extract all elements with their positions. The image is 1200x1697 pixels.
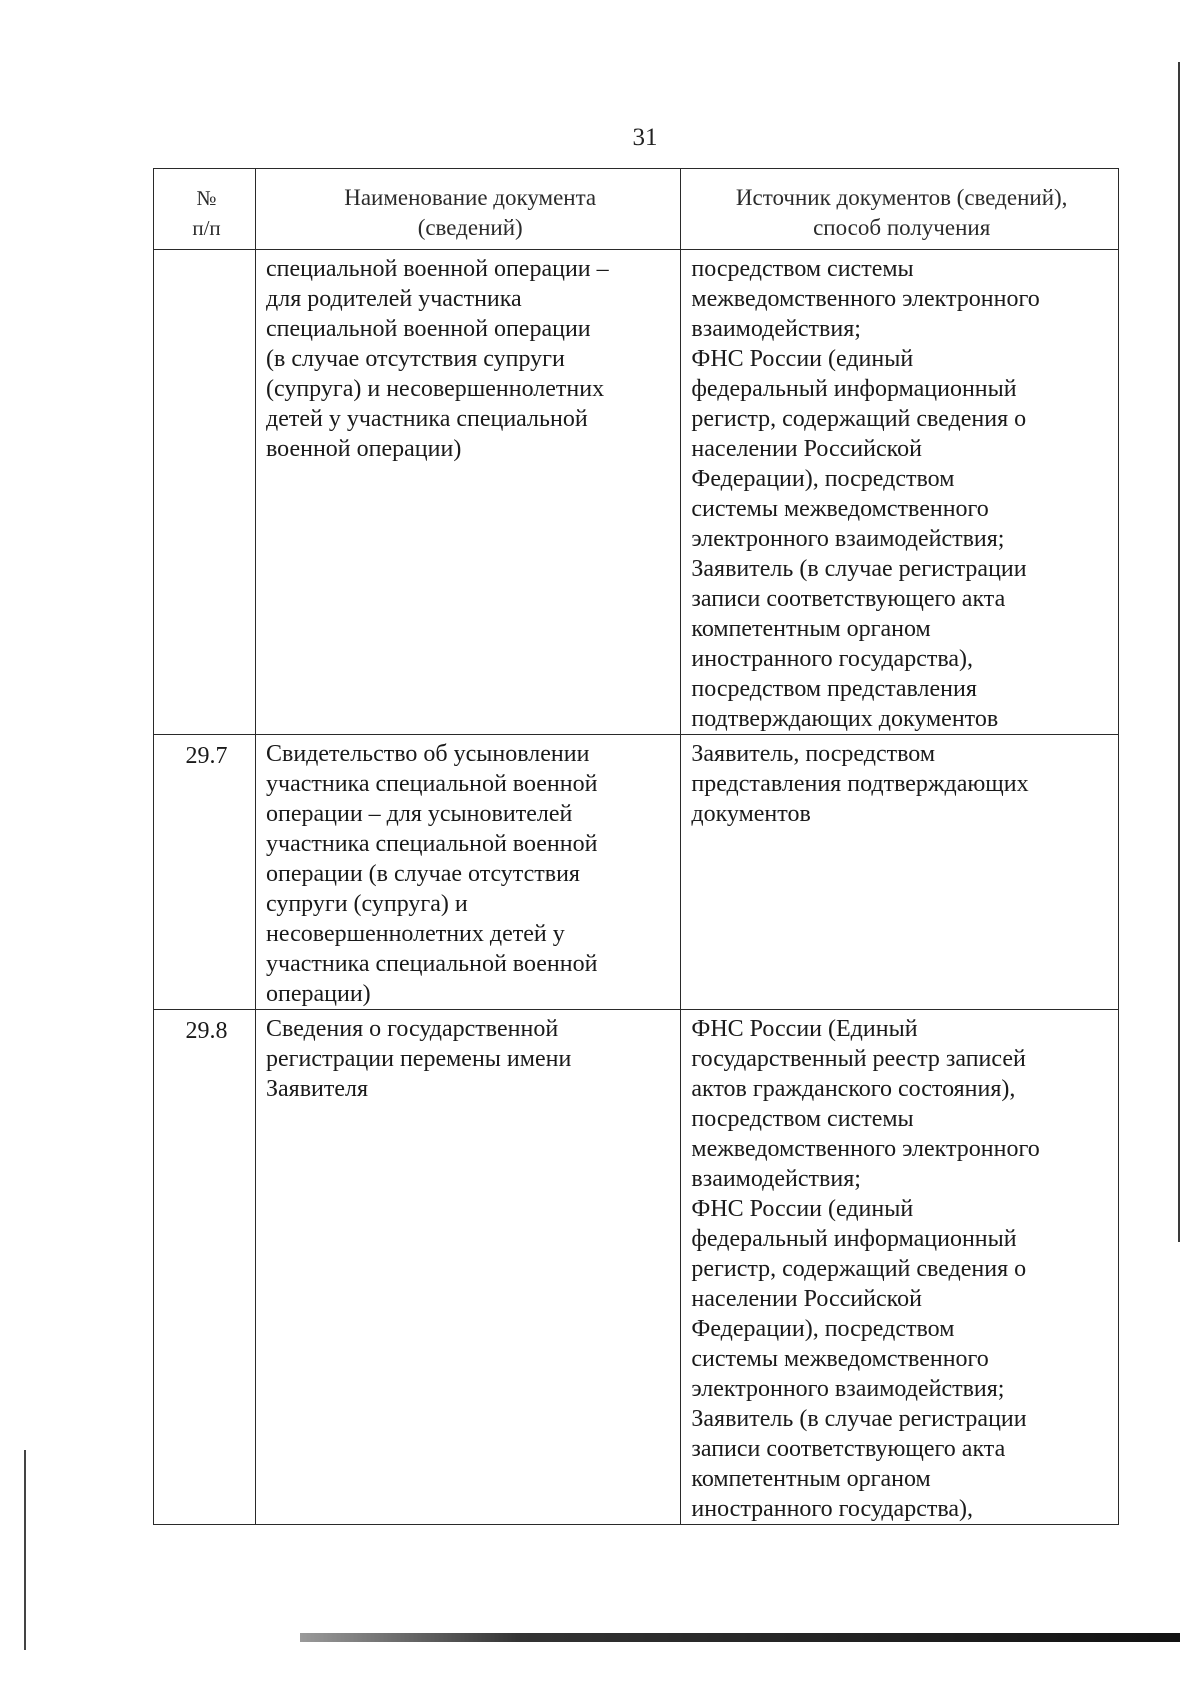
document-source-line: регистр, содержащий сведения о [691,1256,1027,1282]
document-source-line: электронного взаимодействия; [691,1376,1005,1402]
document-source-line: системы межведомственного [691,496,989,522]
document-source-line: Федерации), посредством [691,1316,955,1342]
header-name [256,169,681,250]
document-name-line: специальной военной операции [266,316,591,342]
document-source-line: ФНС России (Единый [691,1016,918,1042]
documents-table [153,168,1119,1525]
document-source-line: федеральный информационный [691,376,1017,402]
header-source [681,169,1119,250]
document-name-cell [256,250,681,735]
document-source-cell [681,1010,1119,1525]
document-name-line: специальной военной операции – [266,256,609,282]
document-name-line: операции) [266,981,371,1007]
document-source-line: межведомственного электронного [691,1136,1040,1162]
document-source-line: Заявитель (в случае регистрации [691,556,1027,582]
row-number [154,250,256,735]
document-source-line: населении Российской [691,436,922,462]
row-number: 29.7 [154,735,256,1010]
document-name-line: Свидетельство об усыновлении [266,741,590,767]
document-source-line: посредством представления [691,676,977,702]
table-row [154,1010,1119,1525]
document-source-line: регистр, содержащий сведения о [691,406,1027,432]
document-name-cell [256,1010,681,1525]
page-number: 31 [632,124,658,151]
row-number: 29.8 [154,1010,256,1525]
document-name-cell [256,735,681,1010]
header-num-line: п/п [192,216,221,240]
document-source-line: иностранного государства), [691,1496,974,1522]
table-body [154,250,1119,1525]
header-source-line: Источник документов (сведений), [735,185,1068,210]
document-name-line: детей у участника специальной [266,406,588,432]
document-source-line: федеральный информационный [691,1226,1017,1252]
table-header-row [154,169,1119,250]
document-name-line: (в случае отсутствия супруги [266,346,565,372]
table-row [154,735,1119,1010]
table-row [154,250,1119,735]
scan-edge-bottom [300,1633,1180,1642]
document-name-line: участника специальной военной [266,831,598,857]
document-source-line: Федерации), посредством [691,466,955,492]
document-name-line: для родителей участника [266,286,522,312]
document-source-line: взаимодействия; [691,1166,861,1192]
document-source-line: Заявитель, посредством [691,741,936,767]
document-source-line: компетентным органом [691,616,931,642]
header-name-line: (сведений) [417,215,523,240]
document-name-line: несовершеннолетних детей у [266,921,565,947]
document-source-line: подтверждающих документов [691,706,999,732]
document-source-cell [681,735,1119,1010]
document-source-line: посредством системы [691,256,914,282]
document-source-line: ФНС России (единый [691,1196,914,1222]
document-source-line: ФНС России (единый [691,346,914,372]
document-name-line: военной операции) [266,436,462,462]
document-name-line: операции – для усыновителей [266,801,573,827]
document-source-cell [681,250,1119,735]
document-source-line: электронного взаимодействия; [691,526,1005,552]
document-source-line: межведомственного электронного [691,286,1040,312]
document-source-line: иностранного государства), [691,646,974,672]
document-name-line: (супруга) и несовершеннолетних [266,376,605,402]
document-name-line: операции (в случае отсутствия [266,861,580,887]
document-source-line: государственный реестр записей [691,1046,1026,1072]
document-source-line: записи соответствующего акта [691,1436,1006,1462]
document-source-line: компетентным органом [691,1466,931,1492]
document-name-line: Сведения о государственной [266,1016,559,1042]
scan-edge-left [24,1450,26,1650]
header-source-line: способ получения [813,215,991,240]
document-name-line: регистрации перемены имени [266,1046,572,1072]
document-source-line: населении Российской [691,1286,922,1312]
document-source-line: актов гражданского состояния), [691,1076,1016,1102]
document-name-line: супруги (супруга) и [266,891,468,917]
document-name-line: участника специальной военной [266,951,598,977]
header-num-line: № [196,186,217,210]
document-source-line: документов [691,801,811,827]
document-source-line: записи соответствующего акта [691,586,1006,612]
header-name-line: Наименование документа [344,185,597,210]
document-source-line: взаимодействия; [691,316,861,342]
document-name-line: Заявителя [266,1076,369,1102]
document-source-line: посредством системы [691,1106,914,1132]
document-source-line: представления подтверждающих [691,771,1029,797]
header-num [154,169,256,250]
document-name-line: участника специальной военной [266,771,598,797]
document-source-line: системы межведомственного [691,1346,989,1372]
document-source-line: Заявитель (в случае регистрации [691,1406,1027,1432]
scan-edge-right [1178,62,1180,1242]
